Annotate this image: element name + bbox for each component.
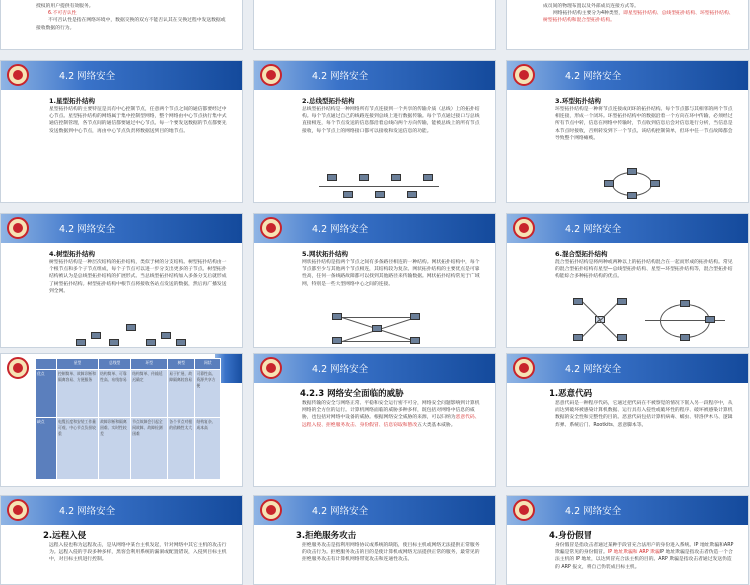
slide-header bbox=[507, 496, 748, 525]
bus-topology-diagram bbox=[319, 173, 439, 199]
slide-topology-comparison bbox=[0, 353, 243, 487]
computer-icon bbox=[146, 339, 156, 346]
ring-topology-diagram bbox=[582, 168, 682, 200]
hybrid-topology-diagram bbox=[565, 296, 735, 346]
computer-icon bbox=[327, 174, 337, 181]
university-logo bbox=[7, 499, 29, 521]
computer-icon bbox=[705, 316, 715, 323]
table-cell: 结构复杂、成本高 bbox=[195, 418, 221, 480]
slide-mesh-topology bbox=[253, 213, 496, 348]
mesh-topology-diagram bbox=[332, 312, 422, 346]
computer-icon bbox=[332, 337, 342, 344]
university-logo bbox=[513, 217, 535, 239]
slide-denial-of-service bbox=[253, 495, 496, 585]
slide-malicious-code bbox=[506, 353, 749, 487]
computer-icon bbox=[680, 334, 690, 341]
computer-icon bbox=[375, 191, 385, 198]
ring-line bbox=[660, 304, 710, 338]
slide-header-title: 4.2 网络安全 bbox=[59, 506, 116, 517]
slide-header-title: 4.2 网络安全 bbox=[312, 506, 369, 517]
computer-icon bbox=[161, 332, 171, 339]
comparison-table bbox=[35, 358, 221, 480]
computer-icon bbox=[617, 334, 627, 341]
computer-icon bbox=[176, 339, 186, 346]
slide-top-right bbox=[506, 0, 749, 50]
slide-body: 远程入侵也称为远程攻击，是从网络中某台主机发起，针对网络中其它主机的攻击行为。远程入侵的手段多种多样，黑客会利用系统的漏洞或配置错误，入侵到目标主机中，对目标主机进行控制。 bbox=[49, 543, 227, 563]
slide-header bbox=[254, 214, 495, 243]
university-logo bbox=[7, 357, 29, 379]
row-header: 缺点 bbox=[36, 418, 57, 480]
slide-security-threats bbox=[253, 353, 496, 487]
computer-icon bbox=[410, 313, 420, 320]
slide-header bbox=[254, 354, 495, 383]
computer-icon bbox=[410, 337, 420, 344]
slide-header bbox=[1, 214, 242, 243]
red-text: IP 地址欺骗和 ARP 欺骗 bbox=[607, 550, 660, 556]
slide-header-title: 4.2 网络安全 bbox=[565, 506, 622, 517]
slide-subtitle: 4.身份假冒 bbox=[549, 531, 593, 541]
tree-topology-diagram bbox=[71, 324, 191, 346]
table-cell: 结构简单、可靠性高、布线容易 bbox=[99, 370, 131, 418]
slide-subtitle: 4.2.3 网络安全面临的威胁 bbox=[300, 389, 404, 399]
slide-ring-topology bbox=[506, 60, 749, 203]
slide-header bbox=[254, 61, 495, 90]
table-row bbox=[36, 418, 221, 480]
computer-icon bbox=[604, 180, 614, 187]
slide-top-left bbox=[0, 0, 243, 50]
red-text: 即星型拓扑结构、总线型拓扑结构、环型拓扑结构、树型拓扑结构和混合型拓扑结构。 bbox=[543, 11, 734, 24]
slide-subtitle: 3.环型拓扑结构 bbox=[555, 97, 601, 105]
computer-icon bbox=[573, 298, 583, 305]
bus-line bbox=[319, 186, 439, 187]
slide-header-title: 4.2 网络安全 bbox=[565, 224, 622, 235]
slide-body: 网状拓扑结构是指两个节点之间有多条路径相连的一种结构。网状拓扑结构中，每个节点都至少与其他两个节点相连，其结构较为复杂。网状拓扑结构的主要优点是可靠性高，任何一条线路故障都可以找到其他路径来传输数据。网状拓扑结构常见于广域网，特别是一些大型网络中心之间的连接。 bbox=[302, 260, 480, 287]
heading: 6.不可否认性 bbox=[48, 11, 77, 17]
computer-icon bbox=[391, 174, 401, 181]
computer-icon bbox=[332, 313, 342, 320]
slide-subtitle: 6.混合型拓扑结构 bbox=[555, 250, 608, 258]
table-cell: 电缆长度和安装工作量可观、中心节点负担较重 bbox=[57, 418, 99, 480]
slide-identity-spoofing bbox=[506, 495, 749, 585]
table-row bbox=[36, 370, 221, 418]
computer-icon bbox=[573, 334, 583, 341]
slide-subtitle: 2.远程入侵 bbox=[43, 531, 87, 541]
slide-hybrid-topology bbox=[506, 213, 749, 348]
table-header: 环型 bbox=[131, 359, 168, 370]
slide-header-title: 4.2 网络安全 bbox=[312, 71, 369, 82]
slide-body: 星型拓扑结构的主要特征是具有中心控制节点，任意两个节点之间的通信都要经过中心节点。星型拓扑结构的网络属于集中控制型网络，整个网络由中心节点执行集中式通信控制管理，各节点间的通信都要通过中心节点。每一个要发送数据的节点都要先发送数据到中心节点，再由中心节点负责将数据送到目的地节点。 bbox=[49, 107, 227, 134]
table-cell: 结构简单、传输延迟确定 bbox=[131, 370, 168, 418]
table-header: 总线型 bbox=[99, 359, 131, 370]
table-header: 星型 bbox=[57, 359, 99, 370]
computer-icon bbox=[359, 174, 369, 181]
text-line: 授权的用户提供有效服务。 bbox=[36, 4, 94, 9]
table-cell: 控制简单、故障诊断和隔离容易、方便服务 bbox=[57, 370, 99, 418]
slide-body: 混合型拓扑结构是将两种或两种以上的拓扑结构混合在一起而形成的拓扑结构。常见的混合型拓扑结构有星型—总线型拓扑结构、星型—环型拓扑结构等，混合型拓扑结构能综合多种拓扑结构的优点。 bbox=[555, 260, 733, 280]
slide-subtitle: 4.树型拓扑结构 bbox=[49, 250, 95, 258]
table-cell: 可靠性高、资源共享方便 bbox=[195, 370, 221, 418]
slide-header bbox=[507, 214, 748, 243]
computer-icon bbox=[372, 325, 382, 332]
table-cell: 故障诊断和隔离困难、实时性较差 bbox=[99, 418, 131, 480]
computer-icon bbox=[343, 191, 353, 198]
text-line: 成员间的物理布置以及外部成员连接方式等。 bbox=[543, 4, 639, 9]
table-cell: 易于扩展、故障隔离较容易 bbox=[168, 370, 195, 418]
slide-body: 树型拓扑结构是一种层次结构的拓扑结构，类似于树的分支结构。树型拓扑结构由一个根节点和多个子节点组成，每个子节点可以进一步分支出更多的子节点。树型拓扑结构被认为是总线型拓扑结构的扩展形式。当总线型拓扑结构加入多条分支后就形成了树型拓扑结构。树型拓扑结构中根节点将接收各站点发送的数据，然后再广播发送到全网。 bbox=[49, 260, 227, 294]
university-logo bbox=[260, 357, 282, 379]
red-text: 恶意代码、远程入侵、拒绝服务攻击、身份假冒、信息窃取和篡改 bbox=[302, 415, 480, 428]
slide-star-topology bbox=[0, 60, 243, 203]
row-header: 优点 bbox=[36, 370, 57, 418]
university-logo bbox=[260, 64, 282, 86]
table-cell: 各个节点对根的依赖性太大 bbox=[168, 418, 195, 480]
computer-icon bbox=[76, 339, 86, 346]
slide-tree-topology bbox=[0, 213, 243, 348]
slide-header-title: 4.2 网络安全 bbox=[312, 364, 369, 375]
slide-body: 总线型拓扑结构是一种网络所有节点连接到一个共享的传输介质（总线）上的拓扑结构。每个节点通过自己的线路连接到总线上进行数据传输。每个节点通过接口与总线直接相连，每个节点发送的信息都沿着总线向两个方向传输，能被总线上的所有节点接收，每个节点上的网络接口都可以接收和发送信息的功能。 bbox=[302, 107, 480, 134]
computer-icon bbox=[407, 191, 417, 198]
university-logo bbox=[260, 217, 282, 239]
slide-header-title: 4.2 网络安全 bbox=[312, 224, 369, 235]
slide-header-title: 4.2 网络安全 bbox=[59, 71, 116, 82]
slide-header-title: 4.2 网络安全 bbox=[565, 364, 622, 375]
slide-header-title: 4.2 网络安全 bbox=[565, 71, 622, 82]
slide-subtitle: 1.恶意代码 bbox=[549, 389, 593, 399]
computer-icon bbox=[617, 298, 627, 305]
slide-header bbox=[507, 354, 748, 383]
computer-icon bbox=[680, 300, 690, 307]
slide-remote-intrusion bbox=[0, 495, 243, 585]
table-cell: 节点故障会引起全网故障、故障检测困难 bbox=[131, 418, 168, 480]
computer-icon bbox=[126, 324, 136, 331]
table-header: 树型 bbox=[168, 359, 195, 370]
university-logo bbox=[513, 357, 535, 379]
university-logo bbox=[260, 499, 282, 521]
slide-body: 数据传输的安全与网络正常、平稳和安全运行密不可分，网络安全问题影响到计算机网络的全方位的运行。计算机网络面临的威胁多种多样，既包括对网络中信息的威胁，也包括对网络中设备的威胁。根据网络安全威胁的来源，可以归纳为恶意代码、远程入侵、拒绝服务攻击、身份假冒、信息窃取和篡改五大类基本威胁。 bbox=[302, 401, 480, 428]
slide-top-middle bbox=[253, 0, 496, 50]
university-logo bbox=[7, 64, 29, 86]
computer-icon bbox=[109, 339, 119, 346]
slide-header-title: 4.2 网络安全 bbox=[59, 224, 116, 235]
university-logo bbox=[513, 499, 535, 521]
slide-bus-topology bbox=[253, 60, 496, 203]
computer-icon bbox=[423, 174, 433, 181]
slide-header bbox=[507, 61, 748, 90]
text-line: 网络拓扑结构主要分为4种类型， bbox=[553, 11, 624, 17]
computer-icon bbox=[627, 192, 637, 199]
slide-subtitle: 1.星型拓扑结构 bbox=[49, 97, 95, 105]
table-header: 网状 bbox=[195, 359, 221, 370]
slide-header bbox=[1, 61, 242, 90]
slide-header bbox=[1, 496, 242, 525]
slide-subtitle: 3.拒绝服务攻击 bbox=[296, 531, 357, 541]
slide-subtitle: 5.网状拓扑结构 bbox=[302, 250, 348, 258]
slide-body: 恶意代码是一种程序代码，它通过把代码在不被察觉的情况下嵌入另一段程序中，从而达到破坏被感染计算机数据、运行具有入侵性或破坏性的程序、破坏被感染计算机数据的安全性和完整性的目的。恶意代码包括计算机病毒、蠕虫、特洛伊木马、逻辑炸弹、系统后门、Rootkits、恶意脚本等。 bbox=[555, 401, 733, 428]
text-line: 不可否认性是指在网络环境中，数据交换的双方不能否认其在交换过程中发送数据或接收数据的行为。 bbox=[36, 18, 226, 31]
slide-header bbox=[254, 496, 495, 525]
slide-body: 拒绝服务攻击是指利用网络协议或系统的缺陷，使目标主机或网络无法提供正常服务的攻击行为。拒绝服务攻击的目的是使计算机或网络无法提供正常的服务，最常见的拒绝服务攻击有计算机网络带宽攻击和连通性攻击。 bbox=[302, 543, 480, 563]
computer-icon bbox=[627, 168, 637, 175]
slide-body: 环型拓扑结构是一种将节点连接成闭环的拓扑结构。每个节点都与其相邻的两个节点相连接，形成一个闭环。环型拓扑结构中的数据沿着一个方向在环中传输，必须经过所有节点中转，信息在网络中传输时，节点收到信息后会对信息进行分析，当信息是本节点时接收，否则转发到下一个节点。该结构控制简单，但环中任一节点故障都会导致整个网络瘫痪。 bbox=[555, 107, 733, 141]
university-logo bbox=[7, 217, 29, 239]
slide-subtitle: 2.总线型拓扑结构 bbox=[302, 97, 355, 105]
computer-icon bbox=[91, 332, 101, 339]
university-logo bbox=[513, 64, 535, 86]
computer-icon bbox=[650, 180, 660, 187]
slide-body: 身份假冒是指攻击者通过某种手段冒充合法用户的身份进入系统。IP 地址欺骗和ARP欺骗是常见的身份假冒。IP 地址欺骗和 ARP 欺骗IP 地址欺骗是指攻击者伪造一个合法主机的 IP 地址，以达到冒充合法主机的目的。ARP 欺骗是指攻击者通过发送伪造的 ARP 报文，将自己伪装成目标主机。 bbox=[555, 543, 734, 570]
